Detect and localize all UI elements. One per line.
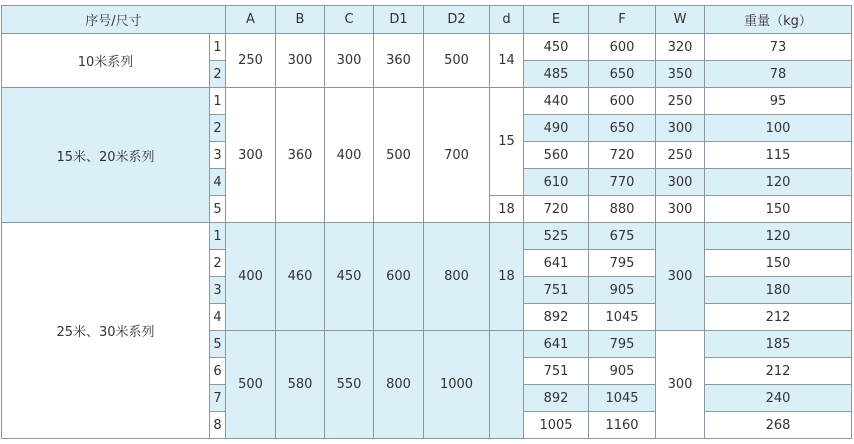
cell-e: 641 <box>524 331 589 358</box>
cell-w: 300 <box>656 196 705 223</box>
cell-d: 18 <box>490 196 524 223</box>
cell-e: 751 <box>524 358 589 385</box>
cell-e: 450 <box>524 34 589 61</box>
cell-w: 320 <box>656 34 705 61</box>
cell-d1: 500 <box>374 88 424 223</box>
header-d: d <box>490 6 524 34</box>
header-c: C <box>325 6 374 34</box>
cell-e: 490 <box>524 115 589 142</box>
cell-w: 300 <box>656 169 705 196</box>
cell-f: 600 <box>589 34 656 61</box>
spec-table <box>1 5 852 439</box>
header-a: A <box>226 6 276 34</box>
cell-c: 400 <box>325 88 374 223</box>
header-w: W <box>656 6 705 34</box>
cell-d: 14 <box>490 34 524 88</box>
cell-e: 610 <box>524 169 589 196</box>
cell-a: 500 <box>226 331 276 439</box>
header-f: F <box>589 6 656 34</box>
cell-f: 600 <box>589 88 656 115</box>
cell-f: 905 <box>589 277 656 304</box>
header-d2: D2 <box>424 6 490 34</box>
cell-e: 440 <box>524 88 589 115</box>
cell-d: 18 <box>490 223 524 331</box>
cell-e: 720 <box>524 196 589 223</box>
row-number: 6 <box>210 358 226 385</box>
cell-d2: 500 <box>424 34 490 88</box>
cell-weight: 180 <box>705 277 852 304</box>
table-row <box>2 34 852 61</box>
row-number: 2 <box>210 250 226 277</box>
header-weight: 重量（kg） <box>705 6 852 34</box>
row-number: 2 <box>210 115 226 142</box>
cell-e: 1005 <box>524 412 589 439</box>
cell-d1: 600 <box>374 223 424 331</box>
cell-a: 250 <box>226 34 276 88</box>
row-number: 2 <box>210 61 226 88</box>
row-number: 5 <box>210 331 226 358</box>
cell-b: 460 <box>276 223 325 331</box>
cell-weight: 150 <box>705 250 852 277</box>
cell-e: 892 <box>524 304 589 331</box>
cell-f: 880 <box>589 196 656 223</box>
row-number: 1 <box>210 223 226 250</box>
cell-b: 580 <box>276 331 325 439</box>
cell-f: 650 <box>589 61 656 88</box>
cell-f: 675 <box>589 223 656 250</box>
cell-weight: 185 <box>705 331 852 358</box>
row-number: 3 <box>210 277 226 304</box>
series-name: 15米、20米系列 <box>2 88 210 223</box>
cell-f: 905 <box>589 358 656 385</box>
table-row <box>2 88 852 115</box>
cell-weight: 120 <box>705 223 852 250</box>
cell-w: 300 <box>656 223 705 331</box>
cell-d: 15 <box>490 88 524 196</box>
cell-f: 770 <box>589 169 656 196</box>
row-number: 1 <box>210 88 226 115</box>
cell-e: 485 <box>524 61 589 88</box>
cell-weight: 150 <box>705 196 852 223</box>
cell-weight: 95 <box>705 88 852 115</box>
header-e: E <box>524 6 589 34</box>
cell-f: 1160 <box>589 412 656 439</box>
row-number: 7 <box>210 385 226 412</box>
cell-d1: 360 <box>374 34 424 88</box>
row-number: 4 <box>210 304 226 331</box>
cell-b: 300 <box>276 34 325 88</box>
cell-weight: 240 <box>705 385 852 412</box>
cell-a: 300 <box>226 88 276 223</box>
header-d1: D1 <box>374 6 424 34</box>
series-name: 25米、30米系列 <box>2 223 210 439</box>
cell-f: 720 <box>589 142 656 169</box>
row-number: 1 <box>210 34 226 61</box>
row-number: 8 <box>210 412 226 439</box>
cell-d1: 800 <box>374 331 424 439</box>
cell-weight: 78 <box>705 61 852 88</box>
cell-e: 751 <box>524 277 589 304</box>
cell-d2: 800 <box>424 223 490 331</box>
cell-c: 450 <box>325 223 374 331</box>
cell-w: 250 <box>656 88 705 115</box>
row-number: 5 <box>210 196 226 223</box>
cell-w: 300 <box>656 331 705 439</box>
table-row <box>2 223 852 250</box>
cell-b: 360 <box>276 88 325 223</box>
cell-f: 1045 <box>589 385 656 412</box>
cell-weight: 212 <box>705 358 852 385</box>
cell-weight: 212 <box>705 304 852 331</box>
header-b: B <box>276 6 325 34</box>
row-number: 3 <box>210 142 226 169</box>
cell-e: 560 <box>524 142 589 169</box>
cell-f: 1045 <box>589 304 656 331</box>
cell-d2: 700 <box>424 88 490 223</box>
series-name: 10米系列 <box>2 34 210 88</box>
cell-w: 350 <box>656 61 705 88</box>
cell-c: 300 <box>325 34 374 88</box>
cell-weight: 115 <box>705 142 852 169</box>
header-size: 序号/尺寸 <box>2 6 226 34</box>
cell-c: 550 <box>325 331 374 439</box>
cell-w: 300 <box>656 115 705 142</box>
cell-a: 400 <box>226 223 276 331</box>
row-number: 4 <box>210 169 226 196</box>
cell-f: 795 <box>589 250 656 277</box>
cell-w: 250 <box>656 142 705 169</box>
cell-e: 892 <box>524 385 589 412</box>
cell-d2: 1000 <box>424 331 490 439</box>
cell-d <box>490 331 524 439</box>
cell-weight: 268 <box>705 412 852 439</box>
cell-weight: 73 <box>705 34 852 61</box>
cell-weight: 100 <box>705 115 852 142</box>
cell-f: 650 <box>589 115 656 142</box>
cell-e: 641 <box>524 250 589 277</box>
header-row <box>2 6 852 34</box>
cell-f: 795 <box>589 331 656 358</box>
cell-weight: 120 <box>705 169 852 196</box>
cell-e: 525 <box>524 223 589 250</box>
